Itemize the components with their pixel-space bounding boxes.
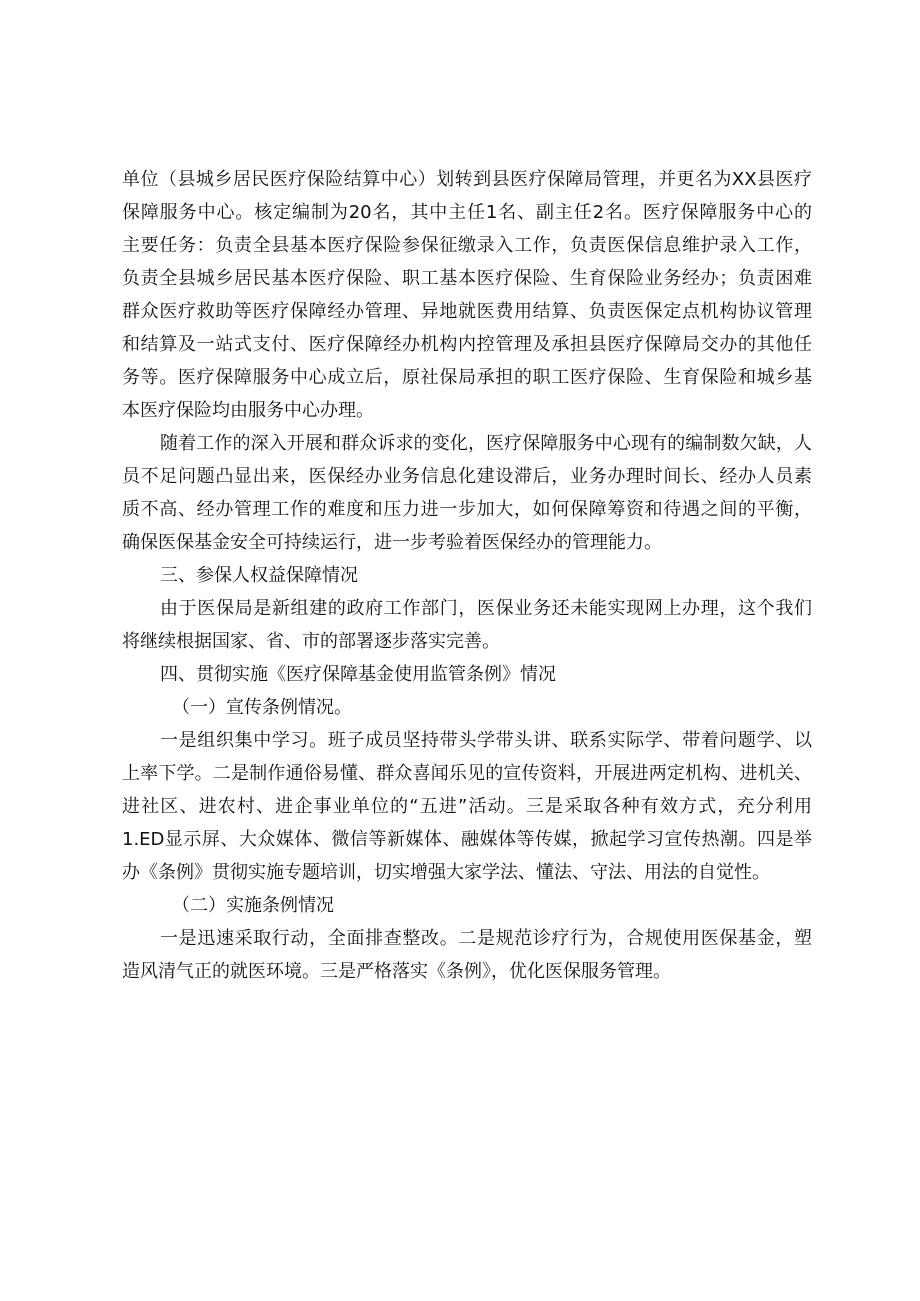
paragraph-1-line-8: 本医疗保险均由服务中心办理。 xyxy=(122,400,374,421)
section-4-heading: 四、贯彻实施《医疗保障基金使用监管条例》情况 xyxy=(160,664,556,685)
paragraph-1-line-7: 务等。医疗保障服务中心成立后，原社保局承担的职工医疗保险、生育保险和城乡基 xyxy=(122,367,812,388)
paragraph-1-line-6: 和结算及一站式支付、医疗保障经办机构内控管理及承担县医疗保障局交办的其他任 xyxy=(122,334,812,355)
paragraph-1-line-3: 主要任务：负责全县基本医疗保险参保征缴录入工作，负责医保信息维护录入工作， xyxy=(122,235,812,256)
paragraph-4-line-3: 进社区、进农村、进企事业单位的“五进”活动。三是采取各种有效方式，充分利用 xyxy=(122,796,812,817)
paragraph-1-line-1: 单位（县城乡居民医疗保险结算中心）划转到县医疗保障局管理，并更名为XX县医疗 xyxy=(122,169,812,190)
paragraph-1-line-5: 群众医疗救助等医疗保障经办管理、异地就医费用结算、负责医保定点机构协议管理 xyxy=(122,301,812,322)
subsection-1-heading: （一）宣传条例情况。 xyxy=(172,697,352,718)
paragraph-2-line-4: 确保医保基金安全可持续运行，进一步考验着医保经办的管理能力。 xyxy=(122,532,662,553)
paragraph-1-line-2: 保障服务中心。核定编制为20名，其中主任1名、副主任2名。医疗保障服务中心的 xyxy=(122,202,812,223)
paragraph-4-line-5: 办《条例》贯彻实施专题培训，切实增强大家学法、懂法、守法、用法的自觉性。 xyxy=(122,862,770,883)
paragraph-1-line-4: 负责全县城乡居民基本医疗保险、职工基本医疗保险、生育保险业务经办；负责困难 xyxy=(122,268,812,289)
subsection-2-heading: （二）实施条例情况 xyxy=(172,895,334,916)
paragraph-2-line-3: 质不高、经办管理工作的难度和压力进一步加大，如何保障筹资和待遇之间的平衡， xyxy=(122,499,812,520)
paragraph-2-line-1: 随着工作的深入开展和群众诉求的变化，医疗保障服务中心现有的编制数欠缺，人 xyxy=(160,433,812,454)
paragraph-4-line-1: 一是组织集中学习。班子成员坚持带头学带头讲、联系实际学、带着问题学、以 xyxy=(160,730,812,751)
paragraph-3-line-1: 由于医保局是新组建的政府工作部门，医保业务还未能实现网上办理，这个我们 xyxy=(160,598,812,619)
paragraph-4-line-2: 上率下学。二是制作通俗易懂、群众喜闻乐见的宣传资料，开展进两定机构、进机关、 xyxy=(122,763,812,784)
paragraph-5-line-1: 一是迅速采取行动，全面排查整改。二是规范诊疗行为，合规使用医保基金，塑 xyxy=(160,928,812,949)
paragraph-3-line-2: 将继续根据国家、省、市的部署逐步落实完善。 xyxy=(122,631,500,652)
paragraph-5-line-2: 造风清气正的就医环境。三是严格落实《条例》，优化医保服务管理。 xyxy=(122,961,671,982)
paragraph-4-line-4: 1.ED显示屏、大众媒体、微信等新媒体、融媒体等传媒，掀起学习宣传热潮。四是举 xyxy=(122,829,812,850)
paragraph-2-line-2: 员不足问题凸显出来，医保经办业务信息化建设滞后，业务办理时间长、经办人员素 xyxy=(122,466,812,487)
section-3-heading: 三、参保人权益保障情况 xyxy=(160,565,358,586)
